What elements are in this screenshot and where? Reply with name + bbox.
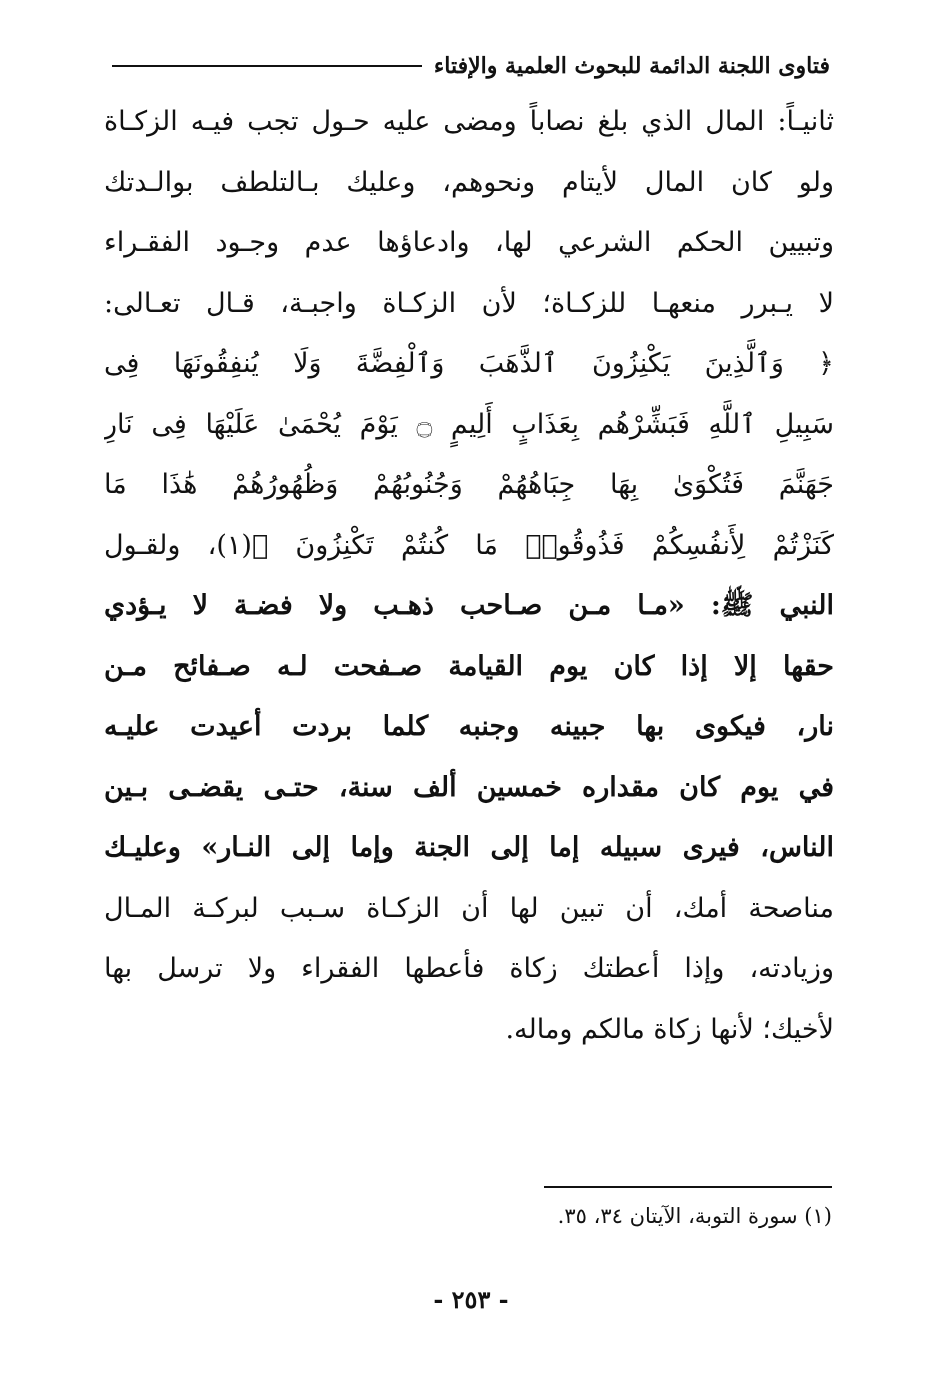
- text-line: ولو كان المال لأيتام ونحوهم، وعليك بـالتلطف بوالـدتك: [104, 166, 834, 198]
- text-line: مناصحة أمك، أن تبين لها أن الزكـاة سـبب لبركـة المـال: [104, 892, 834, 924]
- quran-verse-line: جَهَنَّمَ فَتُكْوَىٰ بِهَا جِبَاهُهُمْ وَجُنُوبُهُمْ وَظُهُورُهُمْ هَٰذَا مَا: [104, 469, 834, 500]
- hadith-line: الناس، فيرى سبيله إما إلى الجنة وإما إلى النـار» وعليـك: [104, 832, 834, 863]
- text-line: وتبيين الحكم الشرعي لها، وادعاؤها عدم وجـود الفقـراء: [104, 227, 834, 258]
- hadith-line: النبي ﷺ: «مـا مـن صـاحب ذهـب ولا فضـة لا يـؤدي: [104, 590, 834, 621]
- header-rule: [112, 65, 422, 67]
- footnote-separator: [544, 1186, 832, 1188]
- text-line: لأخيك؛ لأنها زكاة مالكم وماله.: [505, 1013, 834, 1045]
- text-line: وزيادته، وإذا أعطتك زكاة فأعطها الفقراء ولا ترسل بها: [104, 953, 834, 984]
- quran-verse-line: ﴿ وَٱلَّذِينَ يَكْنِزُونَ ٱلذَّهَبَ وَٱلْفِضَّةَ وَلَا يُنفِقُونَهَا فِى: [104, 348, 834, 379]
- body-text: [104, 92, 834, 1060]
- hadith-line: نار، فيكوى بها جبينه وجنبه كلما بردت أعيدت عليـه: [104, 711, 834, 742]
- footnote: (١) سورة التوبة، الآيتان ٣٤، ٣٥.: [557, 1204, 832, 1228]
- hadith-line: في يوم كان مقداره خمسين ألف سنة، حتـى يقضـى بـين: [104, 771, 834, 803]
- text-line: لا يـبرر منعهـا للزكـاة؛ لأن الزكـاة واجبـة، قـال تعـالى:: [104, 287, 834, 319]
- header-title: فتاوى اللجنة الدائمة للبحوث العلمية والإفتاء: [433, 53, 830, 79]
- hadith-line: حقها إلا إذا كان يوم القيامة صـفحت لـه صـفائح مـن: [104, 650, 834, 682]
- running-header: [112, 46, 830, 86]
- quran-verse-line: سَبِيلِ ٱللَّهِ فَبَشِّرْهُم بِعَذَابٍ أَلِيمٍ ۝ يَوْمَ يُحْمَىٰ عَلَيْهَا فِى نَارِ: [104, 408, 834, 440]
- page-number: - ٢٥٣ -: [433, 1285, 509, 1314]
- text-line: ثانيـاً: المال الذي بلغ نصاباً ومضى عليه حـول تجب فيـه الزكـاة: [104, 106, 834, 137]
- quran-verse-line: كَنَزْتُمْ لِأَنفُسِكُمْ فَذُوقُوا۟ مَا كُنتُمْ تَكْنِزُونَ ﴾(١)، ولقـول: [104, 529, 834, 561]
